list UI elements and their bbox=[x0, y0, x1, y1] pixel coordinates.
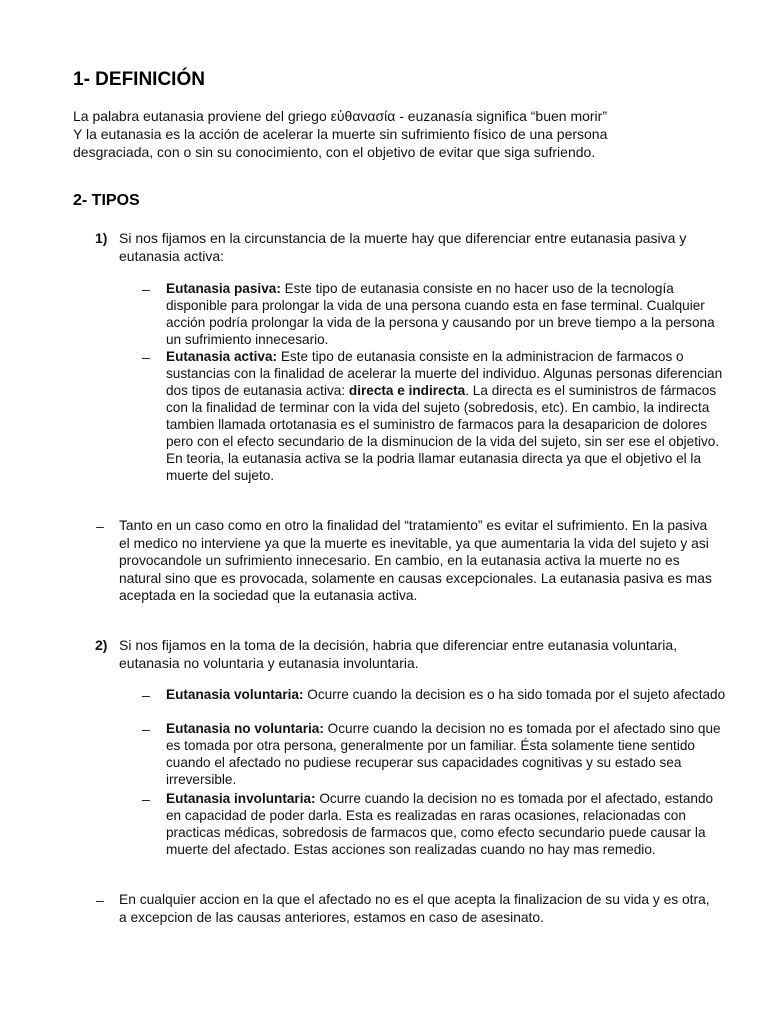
dash-bullet: – bbox=[142, 349, 150, 365]
list-number: 1) bbox=[95, 230, 108, 246]
subitem-term: Eutanasia involuntaria: bbox=[166, 791, 316, 806]
subitem-eutanasia-involuntaria bbox=[166, 790, 726, 858]
subitem-text: Ocurre cuando la decision es o ha sido tomada por el sujeto afectado bbox=[303, 687, 726, 702]
dash-bullet: – bbox=[142, 281, 150, 297]
subitem-eutanasia-pasiva bbox=[166, 280, 726, 348]
dash-bullet: – bbox=[142, 791, 150, 807]
subitem-term: Eutanasia no voluntaria: bbox=[166, 721, 324, 736]
definition-line: La palabra eutanasia proviene del griego εὐθανασία - euzanasía significa “buen morir” bbox=[73, 108, 607, 124]
subitem-bold-phrase: directa e indirecta bbox=[348, 383, 466, 398]
definition-paragraph bbox=[73, 107, 753, 161]
definition-line: desgraciada, con o sin su conocimiento, con el objetivo de evitar que siga sufriendo. bbox=[73, 144, 596, 160]
note-paragraph: En cualquier accion en la que el afectado no es el que acepta la finalizacion de su vida y es otra, a excepcion de las causas anteriores, estamos en caso de asesinato. bbox=[119, 892, 710, 925]
subitem-text: Ocurre cuando la decision no es tomada por el afectado, estando en capacidad de poder darla. Esta es realizadas en raras ocasiones, relacionadas con practicas médicas, sobredosis de farmacos que, como efecto secundario puede causar la muerte del afectado. Estas acciones son realizadas cuando no hay mas remedio. bbox=[166, 791, 714, 857]
section-heading-definicion: 1- DEFINICIÓN bbox=[73, 69, 205, 90]
note-paragraph: Tanto en un caso como en otro la finalidad del “tratamiento” es evitar el sufrimiento. En la pasiva el medico no interviene ya que la muerte es inevitable, ya que aumentaria la vida del sujeto y asi provocandole un sufrimiento innecesario. En cambio, en la eutanasia activa la muerte no es natural sino que es provocada, solamente en causas excepcionales. La eutanasia pasiva es mas aceptada en la sociedad que la eutanasia activa. bbox=[119, 518, 712, 603]
subitem-text: Este tipo de eutanasia consiste en la administracion de farmacos o sustancias con la finalidad de acelerar la muerte del individuo. Algunas personas diferencian dos tipos de eutanasia activa: bbox=[166, 349, 723, 398]
dash-bullet: – bbox=[142, 687, 150, 703]
subitem-term: Eutanasia activa: bbox=[166, 349, 278, 364]
subitem-eutanasia-no-voluntaria bbox=[166, 720, 726, 788]
subitem-eutanasia-activa bbox=[166, 348, 726, 484]
subitem-text: Este tipo de eutanasia consiste en no hacer uso de la tecnología disponible para prolongar la vida de una persona cuando esta en fase terminal. Cualquier acción podría prolongar la vida de la persona y causando por un breve tiempo a la persona un sufrimiento innecesario. bbox=[166, 281, 715, 347]
dash-bullet: – bbox=[96, 892, 104, 908]
subitem-term: Eutanasia pasiva: bbox=[166, 281, 281, 296]
subitem-term: Eutanasia voluntaria: bbox=[166, 687, 304, 702]
subitem-text: Ocurre cuando la decision no es tomada por el afectado sino que es tomada por otra persona, generalmente por un familiar. Ésta solamente tiene sentido cuando el afectado no pudiese recuperar sus capacidades cognitivas y su estado sea irreversible. bbox=[166, 721, 721, 787]
subitem-text: . La directa es el suministros de fármacos con la finalidad de terminar con la vida del sujeto (sobredosis, etc). En cambio, la indirecta tambien llamada ortotanasia es el suministro de farmacos para la desaparicion de dolores pero con el efecto secundario de la disminucion de la vida del sujeto, sin ser ese el objetivo. En teoria, la eutanasia activa se la podria llamar eutanasia directa ya que el objetivo el la muerte del sujeto. bbox=[166, 383, 720, 483]
section-heading-tipos: 2- TIPOS bbox=[73, 192, 140, 209]
list-item-text: Si nos fijamos en la toma de la decisión, habria que diferenciar entre eutanasia voluntaria, eutanasia no voluntaria y eutanasia involuntaria. bbox=[119, 637, 677, 671]
list-number: 2) bbox=[95, 637, 108, 653]
dash-bullet: – bbox=[142, 721, 150, 737]
list-item-text: Si nos fijamos en la circunstancia de la muerte hay que diferenciar entre eutanasia pasiva y eutanasia activa: bbox=[119, 230, 687, 264]
subitem-eutanasia-voluntaria bbox=[166, 686, 726, 703]
definition-line: Y la eutanasia es la acción de acelerar la muerte sin sufrimiento físico de una persona bbox=[73, 126, 608, 142]
dash-bullet: – bbox=[96, 518, 104, 534]
